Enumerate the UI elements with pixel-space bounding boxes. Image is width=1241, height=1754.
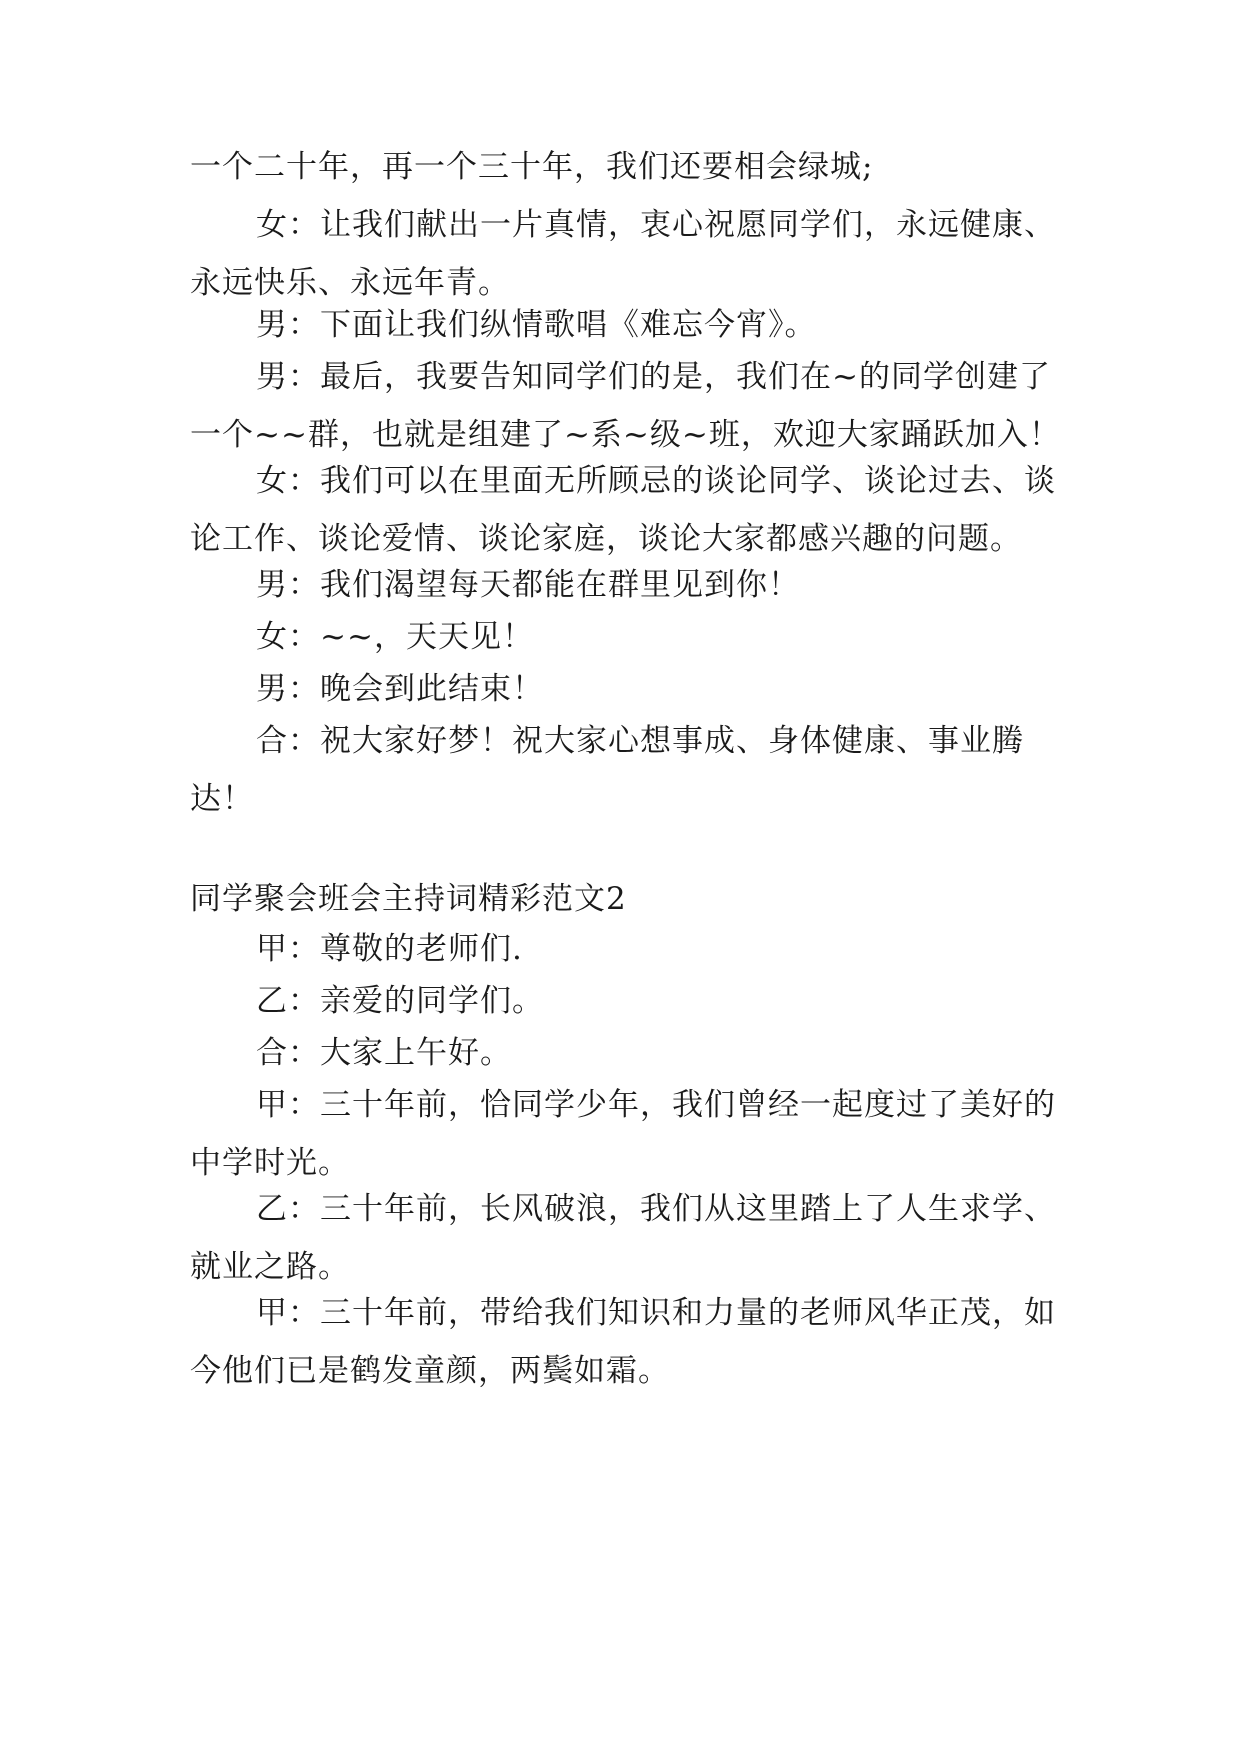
- paragraph-9: 合：祝大家好梦！祝大家心想事成、身体健康、事业腾达！: [190, 723, 1024, 817]
- section-paragraph-6: 甲：三十年前，带给我们知识和力量的老师风华正茂，如今他们已是鹤发童颜，两鬓如霜。: [190, 1295, 1056, 1389]
- paragraph-5: 女：我们可以在里面无所顾忌的谈论同学、谈论过去、谈论工作、谈论爱情、谈论家庭，谈论大家都感兴趣的问题。: [190, 463, 1056, 557]
- paragraph-8: 男：晚会到此结束！: [256, 671, 544, 707]
- section-title: 同学聚会班会主持词精彩范文2: [190, 881, 627, 917]
- section-paragraph-4: 甲：三十年前，恰同学少年，我们曾经一起度过了美好的中学时光。: [190, 1087, 1056, 1181]
- paragraph-3: 男：下面让我们纵情歌唱《难忘今宵》。: [256, 307, 817, 343]
- paragraph-6: 男：我们渴望每天都能在群里见到你！: [256, 567, 800, 603]
- paragraph-7: 女：~~，天天见！: [256, 619, 534, 655]
- section-paragraph-2: 乙：亲爱的同学们。: [256, 983, 544, 1019]
- paragraph-1: 一个二十年，再一个三十年，我们还要相会绿城;: [190, 149, 874, 185]
- section-paragraph-5: 乙：三十年前，长风破浪，我们从这里踏上了人生求学、就业之路。: [190, 1191, 1056, 1285]
- section-paragraph-1: 甲：尊敬的老师们.: [256, 931, 523, 967]
- paragraph-2: 女：让我们献出一片真情，衷心祝愿同学们，永远健康、永远快乐、永远年青。: [190, 207, 1056, 301]
- paragraph-4: 男：最后，我要告知同学们的是，我们在~的同学创建了一个~~群，也就是组建了~系~级~班，欢迎大家踊跃加入！: [190, 359, 1061, 453]
- section-paragraph-3: 合：大家上午好。: [256, 1035, 512, 1071]
